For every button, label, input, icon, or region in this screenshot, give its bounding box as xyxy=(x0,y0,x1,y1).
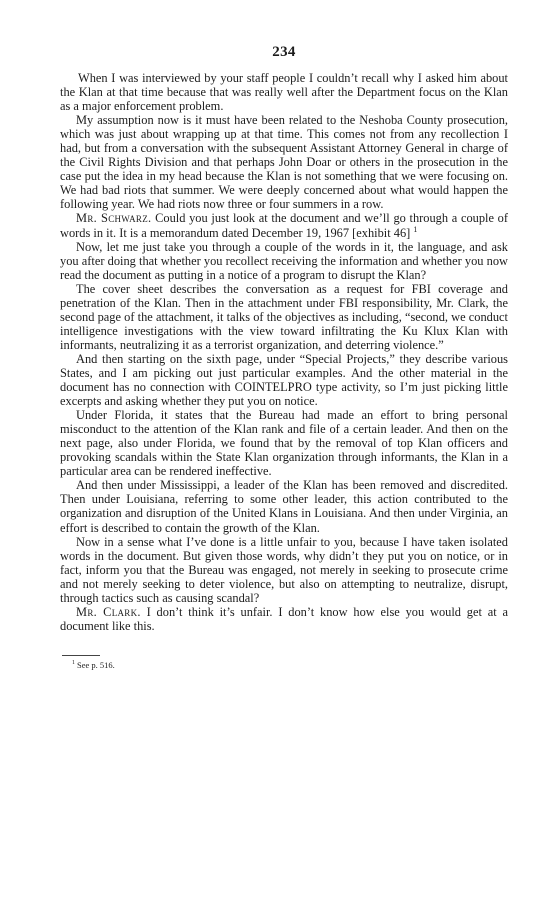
paragraph: And then starting on the sixth page, under “Special Projects,” they describe various States, and I am picking out just particular examples. And the other material in the document has no connection with COINTELPRO type activity, so I’m just picking little excerpts and asking whether they put you on notice. xyxy=(60,351,508,409)
paragraph: Now in a sense what I’ve done is a little unfair to you, because I have taken isolated words in the document. But given those words, why didn’t they put you on notice, or in fact, inform you that the Bureau was engaged, not merely in seeking to prosecute crime and not merely seeking to deter violence, but also on attempting to neutralize, disrupt, through tactics such as causing scandal? xyxy=(60,534,508,605)
paragraph: Now, let me just take you through a couple of the words in it, the language, and ask you after doing that whether you recollect receiving the information and whether you now read the document as putting in a notice of a program to disrupt the Klan? xyxy=(60,239,508,282)
paragraph: Under Florida, it states that the Bureau had made an effort to bring personal misconduct to the attention of the Klan rank and file of a certain leader. And then on the next page, also under Florida, we found that by the removal of top Klan officers and provoking scandals within the State Klan organization through informants, the Klan in a particular area can be rendered ineffective. xyxy=(60,408,508,479)
paragraph: Mr. Schwarz. Could you just look at the document and we’ll go through a couple of words in it. It is a memorandum dated December 19, 1967 [exhibit 46] $^1$ xyxy=(60,211,508,240)
paragraph: And then under Mississippi, a leader of the Klan has been removed and discredited. Then under Louisiana, referring to some other leader, this action contributed to the organization and disruption of the United Klans in Louisiana. And then under Virginia, an effort is described to contain the growth of the Klan. xyxy=(60,478,508,535)
speaker-name: Mr. Clark. xyxy=(76,604,141,619)
speaker-name: Mr. Schwarz. xyxy=(76,211,152,226)
footnote-reference: 1 xyxy=(413,224,418,234)
paragraph: The cover sheet describes the conversation as a request for FBI coverage and penetration of the Klan. Then in the attachment under FBI responsibility, Mr. Clark, the second page of the attachment, it talks of the objectives as including, “second, we conduct intelligence investigations with the view toward infiltrating the Ku Klux Klan with informants, neutralizing it as a terrorist organization, and deterring violence.” xyxy=(60,281,508,352)
footnote-mark: 1 xyxy=(72,660,75,667)
page-number: 234 xyxy=(272,44,296,60)
body-text xyxy=(60,71,508,633)
paragraph: When I was interviewed by your staff people I couldn’t recall why I asked him about the Klan at that time because that was really well after the Department focus on the Klan as a major enforcement problem. xyxy=(60,71,508,114)
footnote-divider xyxy=(62,655,100,656)
document-page xyxy=(60,44,508,671)
footnote xyxy=(72,660,508,671)
footnote-text: See p. 516. xyxy=(77,659,115,670)
paragraph: My assumption now is it must have been related to the Neshoba County prosecution, which was just about wrapping up at that time. This comes not from any recollection I had, but from a conversation with the subsequent Assistant Attorney General in charge of the Civil Rights Division and that perhaps John Doar or others in the prosecution in the case put the idea in my head because the Klan is not something that we were focusing on. We had bad riots that summer. We were deeply concerned about what would happen the following year. We had riots now three or four summers in a row. xyxy=(60,113,508,212)
paragraph: Mr. Clark. I don’t think it’s unfair. I don’t know how else you would get at a document like this. xyxy=(60,604,508,633)
